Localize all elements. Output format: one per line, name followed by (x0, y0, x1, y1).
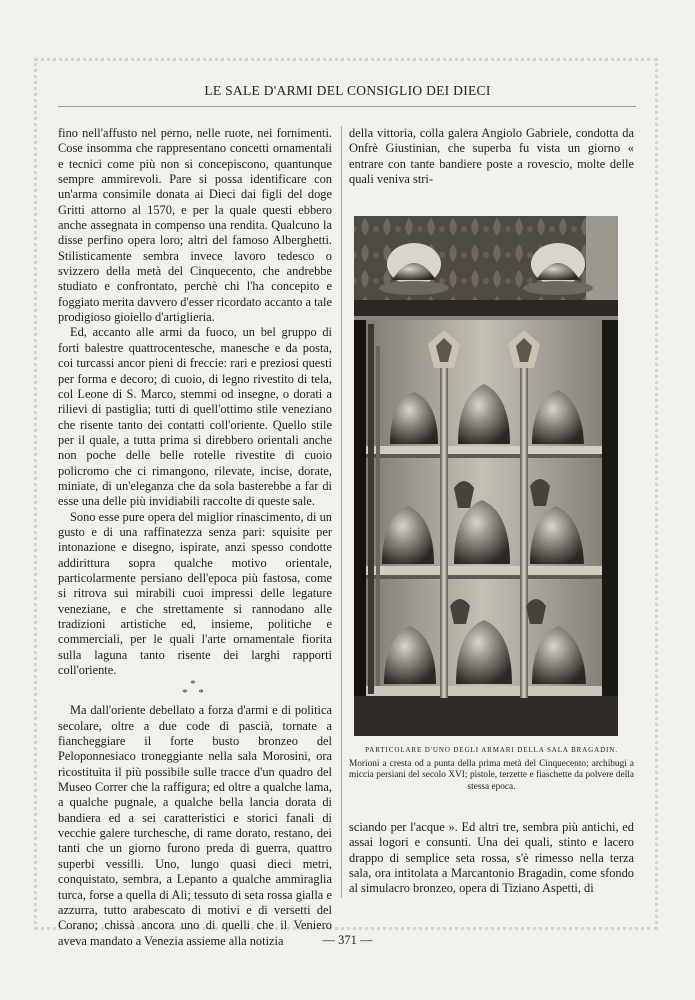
asterism-top: * (190, 678, 200, 691)
right-column-top (349, 126, 634, 188)
right-column-bottom (349, 820, 634, 900)
paragraph: Sono esse pure opera del miglior rinascimento, di un gusto e di una raffinatezza senza pari: squisite per intonazione e disegno, ispirate, anzi spesso condotte addirittura sopra qualche motivo orientale, particolarmente persiano dell'epoca più fastosa, come si ritrova sui mirabili cuoi impressi delle legature veneziane, e che strettamente si rannodano alle tradizioni artistiche ed, insieme, politiche e commerciali, per le quali l'arte ornamentale fiorita sulla laguna tanto risente dei larghi rapporti coll'oriente. (58, 509, 332, 678)
paragraph: sciando per l'acque ». Ed altri tre, sembra più antichi, ed assai logori e consunti. Una dei quali, stinto e lacero drappo di semplice seta rossa, s'è rimesso nella terza sala, ora intitolata a Marcantonio Bragadin, come sfondo al simulacro bronzeo, opera di Tiziano Aspetti, di (349, 820, 634, 896)
header-rule (58, 106, 636, 107)
paragraph: Ma dall'oriente debellato a forza d'armi e di politica secolare, oltre a due code di pascià, tornate a fiancheggiare il forte busto bronzeo del Peloponnesiaco troneggiante nella sala Morosini, ora ricostituita il più possibile sulle tracce d'un quadro del Museo Correr che la raffigura; ed oltre a qualche lama, a qualche pugnale, a qualche bella lancia dorata di bandiera ed a sei caratteristici e storici fanali di vecchie galere turchesche, di rame dorato, restano, dei tanti che un giorno furono preda di guerra, quattro superbi vessilli. Uno, lungo quasi dieci metri, conquistato, sembra, a Lepanto a qualche ammiraglia turca, forse a quella di Alì; tessuto di seta rossa gialla e azzurra, tutto arabescato di motivi e di versetti del Corano; chissà ancora uno di quelli che il Veniero aveva mandato a Venezia assieme alla notizia (58, 703, 332, 948)
armory-cabinet-photo (354, 216, 618, 736)
left-column (58, 126, 332, 948)
paragraph: fino nell'affusto nel perno, nelle ruote, nei fornimenti. Cose insomma che rappresentano concetti ornamentali e tecnici come più non si concepiscono, quantunque sempre ammirevoli. Pare si possa identificare con un'arma consimile donata ai Dieci dai figli del doge Gritti attorno al 1570, e per la quale questi ebbero anche assegnata in compenso una rendita. Qualcuno la disse perfino opera loro; altri del famoso Alberghetti. Stilisticamente sembra invece lavoro tedesco o svizzero della metà del Cinquecento, che andrebbe studiato e confrontato, perchè chi l'ha concepito e foggiato merita davvero d'esser ricordato accanto a tale prodigioso gioiello d'artiglieria. (58, 126, 332, 325)
page-number: — 371 — (322, 933, 373, 947)
photo-caption (349, 745, 634, 793)
section-break (58, 680, 332, 698)
photo-illustration (354, 216, 618, 736)
asterism-bottom: * * (182, 687, 208, 700)
column-divider (341, 126, 342, 898)
caption-title: PARTICOLARE D'UNO DEGLI ARMARI DELLA SALA BRAGADIN. (365, 746, 618, 754)
running-head: LE SALE D'ARMI DEL CONSIGLIO DEI DIECI (204, 83, 491, 98)
paragraph: Ed, accanto alle armi da fuoco, un bel gruppo di forti balestre quattrocentesche, manesche e da posta, coi turcassi ancor pieni di freccie: rari e preziosi questi per forma e decoro; di cuoio, di legno rivestito di tela, col Leone di S. Marco, stemmi od insegne, o dorati a rilievi di pastiglia; tutti di quell'ottimo stile veneziano che risente tanto dei contatti coll'oriente. Quello stile per il quale, a tutta prima si direbbero orientali anche non poche delle belle rotelle rivestite di cuoio policromo che ci rimangono, rilevate, incise, dorate, miniate, di un'eleganza che da sola basterebbe a far di esse una delle più invidiabili raccolte di queste sale. (58, 325, 332, 509)
paragraph: della vittoria, colla galera Angiolo Gabriele, condotta da Onfrè Giustinian, che superba fu vista un giorno « entrare con tante bandiere poste a rovescio, molte delle quali veniva stri- (349, 126, 634, 187)
caption-text: Morioni a cresta od a punta della prima metà del Cinquecento; archibugi a miccia persiani del secolo XVI; pistole, terzette e fiaschette da polvere della stessa epoca. (349, 759, 634, 792)
